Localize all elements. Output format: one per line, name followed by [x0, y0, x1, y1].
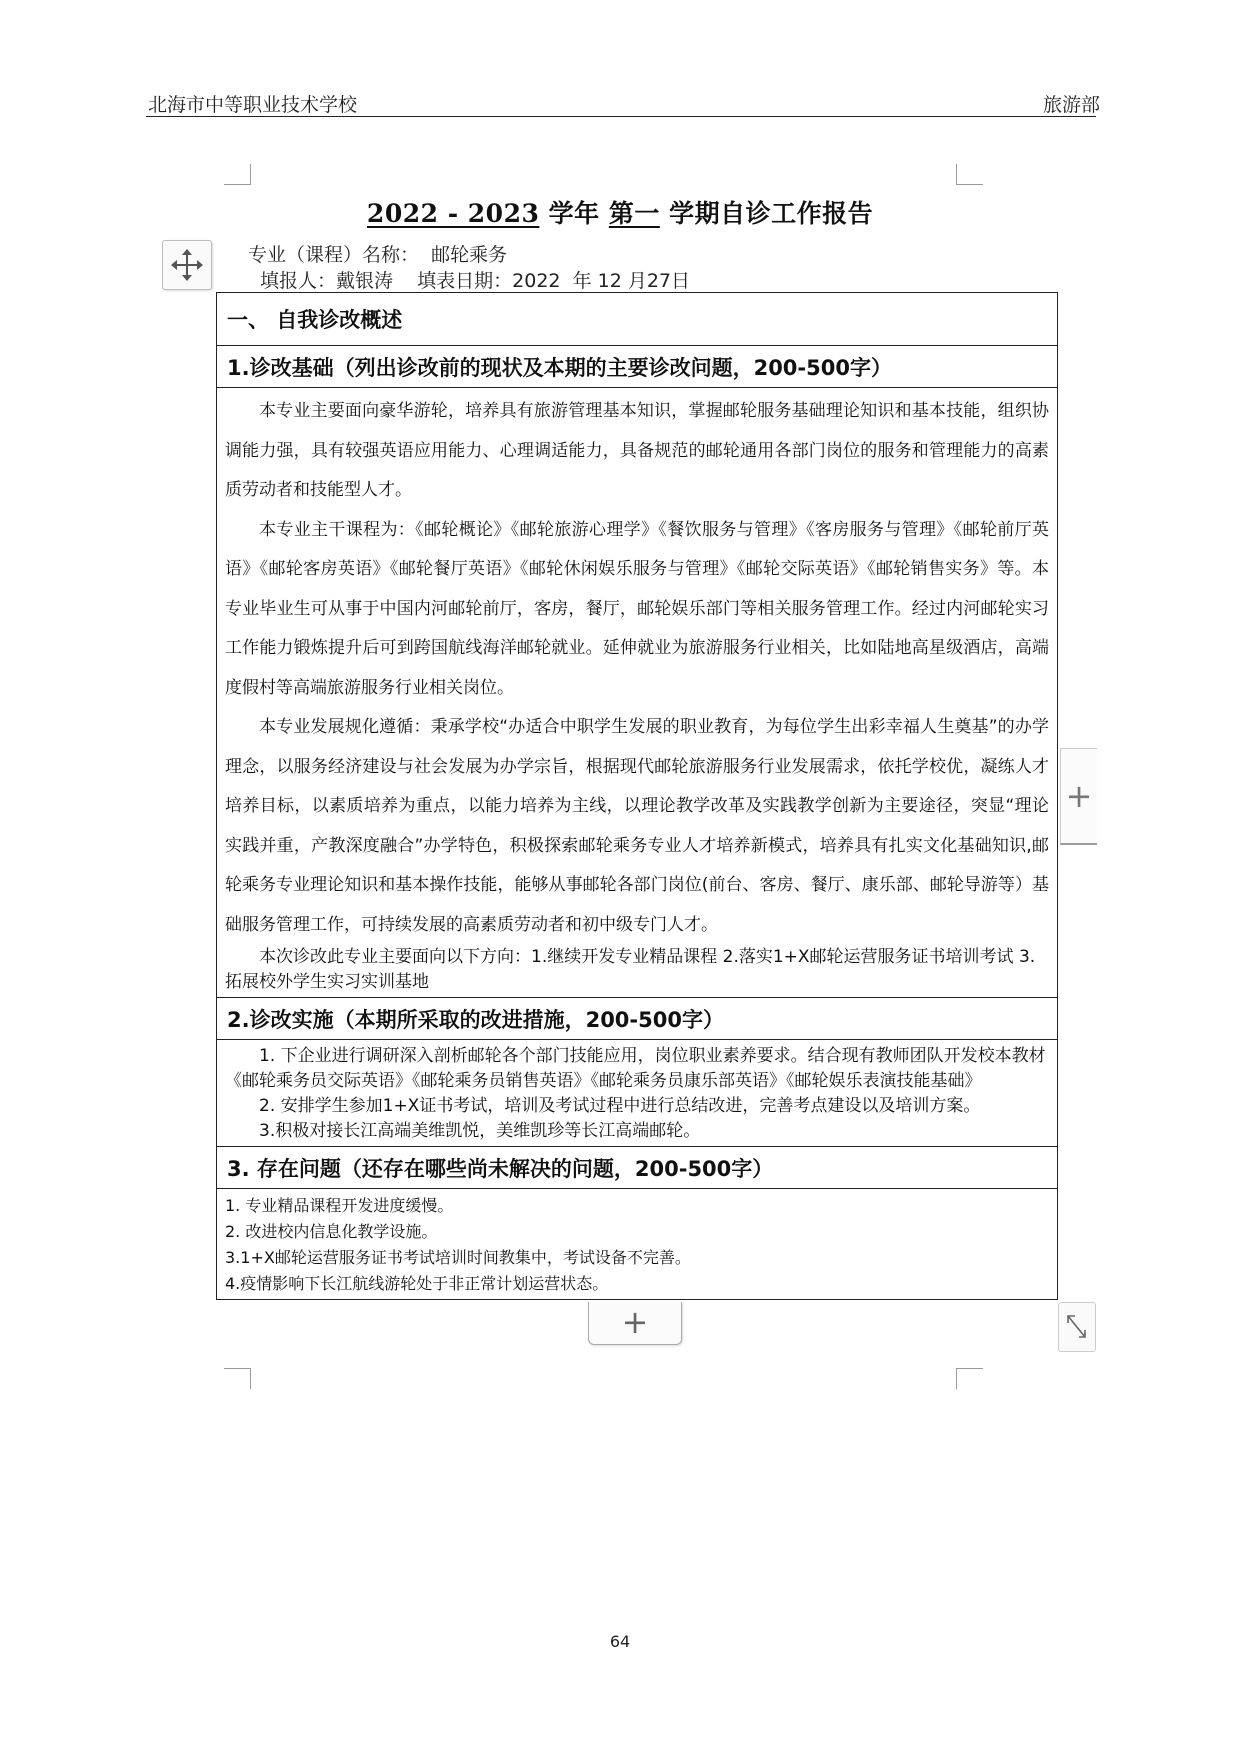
margin-corner-top-right: [956, 164, 983, 185]
basis-heading: 1.诊改基础（列出诊改前的现状及本期的主要诊改问题，200-500字）: [217, 345, 1057, 387]
problem-item-4: 4.疫情影响下长江航线游轮处于非正常计划运营状态。: [225, 1274, 609, 1293]
overview-heading: 一、 自我诊改概述: [227, 308, 403, 332]
add-row-button[interactable]: [588, 1302, 682, 1345]
margin-corner-top-left: [224, 164, 251, 185]
implementation-item-3: 3.积极对接长江高端美维凯悦，美维凯珍等长江高端邮轮。: [259, 1121, 701, 1141]
resize-icon: [1065, 1313, 1089, 1341]
problem-item-3: 3.1+X邮轮运营服务证书考试培训时间教集中，考试设备不完善。: [225, 1248, 691, 1267]
header-department: 旅游部: [1042, 94, 1100, 116]
title-years: 2022 - 2023: [366, 199, 540, 228]
basis-direction: 本次诊改此专业主要面向以下方向：1.继续开发专业精品课程 2.落实1+X邮轮运营服务证书培训考试 3.拓展校外学生实习实训基地: [225, 947, 1036, 992]
problem-item-2: 2. 改进校内信息化教学设施。: [225, 1222, 438, 1241]
margin-corner-bottom-left: [224, 1368, 251, 1389]
implementation-item-2: 2. 安排学生参加1+X证书考试，培训及考试过程中进行总结改进，完善考点建设以及培训方案。: [259, 1096, 981, 1116]
filler-date-line: 填报人：戴银涛 填表日期：2022 年 12 月27日: [260, 270, 691, 292]
title-end: 学期自诊工作报告: [669, 199, 874, 228]
implementation-content: [217, 1039, 1057, 1146]
self-diagnosis-table: [216, 292, 1058, 1300]
implementation-item-1: 1. 下企业进行调研深入剖析邮轮各个部门技能应用，岗位职业素养要求。结合现有教师团队开发校本教材《邮轮乘务员交际英语》《邮轮乘务员销售英语》《邮轮乘务员康乐部英语》《邮轮娱乐表演技能基础》: [225, 1046, 1046, 1091]
major-name-line: 专业（课程）名称： 邮轮乘务: [248, 244, 508, 266]
add-column-button[interactable]: [1060, 748, 1097, 845]
move-icon: [170, 248, 204, 282]
header-rule: [146, 116, 1096, 117]
table-move-handle[interactable]: [162, 240, 212, 290]
page-number: 64: [609, 1632, 631, 1651]
basis-paragraph-1: 本专业主要面向豪华游轮，培养具有旅游管理基本知识，掌握邮轮服务基础理论知识和基本技能，组织协调能力强，具有较强英语应用能力、心理调适能力，具备规范的邮轮通用各部门岗位的服务和管理能力的高素质劳动者和技能型人才。: [225, 401, 1049, 500]
title-mid: 学年: [548, 199, 600, 228]
problems-content: [217, 1188, 1057, 1299]
title-term: 第一: [608, 199, 660, 228]
basis-content: [217, 387, 1057, 997]
implementation-heading: 2.诊改实施（本期所采取的改进措施，200-500字）: [217, 997, 1057, 1039]
basis-paragraph-2: 本专业主干课程为：《邮轮概论》《邮轮旅游心理学》《餐饮服务与管理》《客房服务与管理》《邮轮前厅英语》《邮轮客房英语》《邮轮餐厅英语》《邮轮休闲娱乐服务与管理》《邮轮交际英语》《邮轮销售实务》等。本专业毕业生可从事于中国内河邮轮前厅，客房，餐厅，邮轮娱乐部门等相关服务管理工作。经过内河邮轮实习工作能力锻炼提升后可到跨国航线海洋邮轮就业。延伸就业为旅游服务行业相关，比如陆地高星级酒店，高端度假村等高端旅游服务行业相关岗位。: [225, 519, 1049, 698]
header-school: 北海市中等职业技术学校: [148, 94, 358, 116]
basis-paragraph-3: 本专业发展规化遵循：秉承学校“办适合中职学生发展的职业教育，为每位学生出彩幸福人生奠基”的办学理念，以服务经济建设与社会发展为办学宗旨，根据现代邮轮旅游服务行业发展需求，依托学校优，凝练人才培养目标，以素质培养为重点，以能力培养为主线，以理论教学改革及实践教学创新为主要途径，突显“理论实践并重，产教深度融合”办学特色，积极探索邮轮乘务专业人才培养新模式，培养具有扎实文化基础知识,邮轮乘务专业理论知识和基本操作技能，能够从事邮轮各部门岗位(前台、客房、餐厅、康乐部、邮轮导游等）基础服务管理工作，可持续发展的高素质劳动者和初中级专门人才。: [225, 717, 1049, 935]
problem-item-1: 1. 专业精品课程开发进度缓慢。: [225, 1196, 454, 1215]
problems-heading: 3. 存在问题（还存在哪些尚未解决的问题，200-500字）: [217, 1146, 1057, 1188]
report-title: [0, 194, 1240, 230]
plus-icon: +: [621, 1303, 649, 1341]
table-resize-handle[interactable]: [1058, 1302, 1096, 1352]
plus-icon: +: [1065, 777, 1093, 815]
margin-corner-bottom-right: [956, 1368, 983, 1389]
